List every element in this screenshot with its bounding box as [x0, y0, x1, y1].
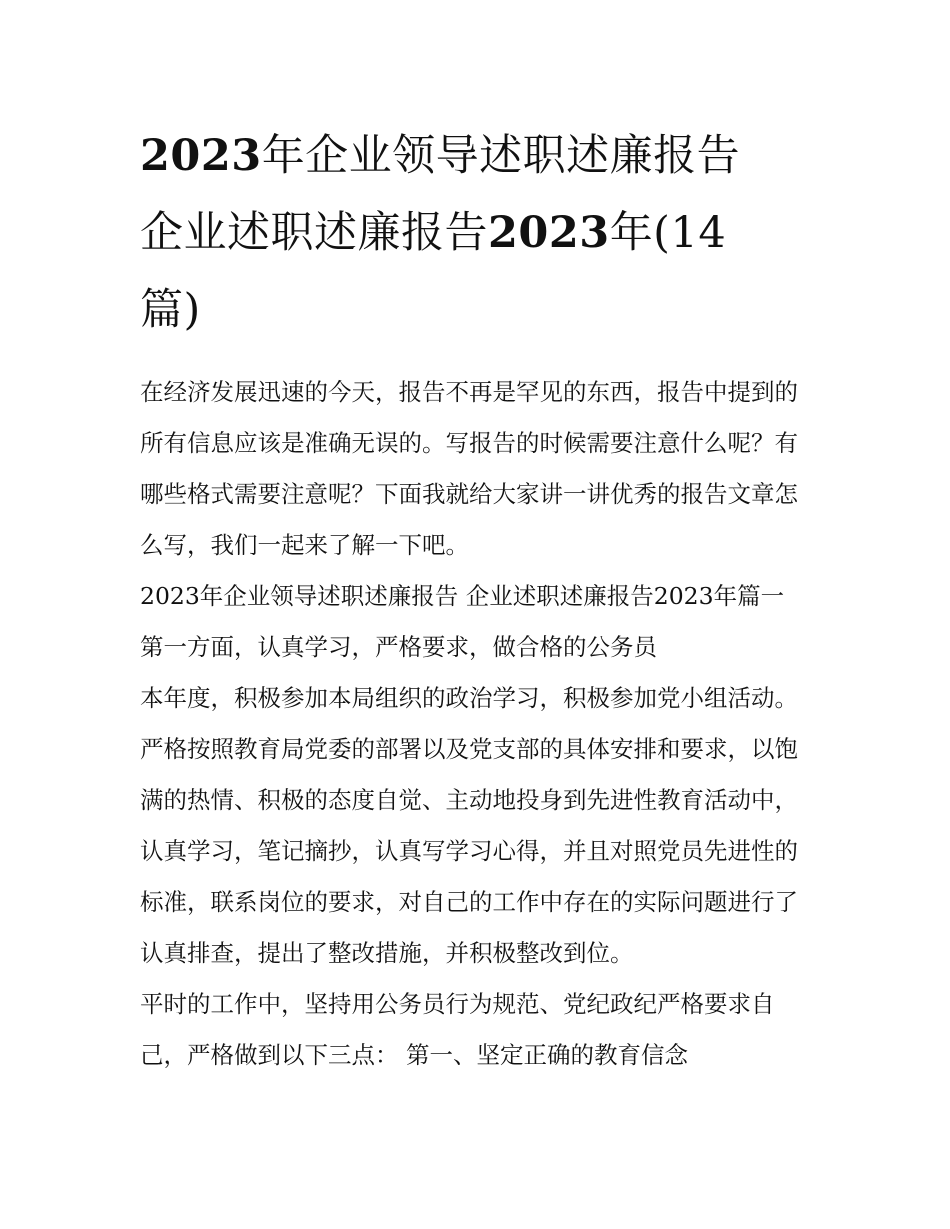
title-year-2: 2023: [488, 208, 610, 258]
title-text-1: 年企业领导述职述廉报告: [261, 131, 741, 181]
title-text-3: 年(14: [609, 208, 727, 258]
subsection-heading: 第一方面，认真学习，严格要求，做合格的公务员: [140, 633, 657, 661]
title-year: 2023: [140, 131, 262, 181]
document-title: [140, 118, 820, 349]
document-body: [140, 367, 820, 1081]
title-text-4: 篇): [140, 285, 201, 335]
body-paragraph: 本年度，积极参加本局组织的政治学习，积极参加党小组活动。严格按照教育局党委的部署以及党支部的具体安排和要求，以饱满的热情、积极的态度自觉、主动地投身到先进性教育活动中，认真学习，笔记摘抄，认真写学习心得，并且对照党员先进性的标准，联系岗位的要求，对自己的工作中存在的实际问题进行了认真排查，提出了整改措施，并积极整改到位。: [140, 684, 798, 967]
document-page: [140, 118, 820, 1081]
title-text-2: 企业述职述廉报告: [140, 208, 488, 258]
body-paragraph: 平时的工作中，坚持用公务员行为规范、党纪政纪严格要求自己，严格做到以下三点： 第一、坚定正确的教育信念: [140, 990, 775, 1069]
intro-paragraph: 在经济发展迅速的今天，报告不再是罕见的东西，报告中提到的所有信息应该是准确无误的。写报告的时候需要注意什么呢？有哪些格式需要注意呢？下面我就给大家讲一讲优秀的报告文章怎么写，我们一起来了解一下吧。: [140, 378, 798, 559]
section-heading: 2023年企业领导述职述廉报告 企业述职述廉报告2023年篇一: [140, 582, 785, 610]
